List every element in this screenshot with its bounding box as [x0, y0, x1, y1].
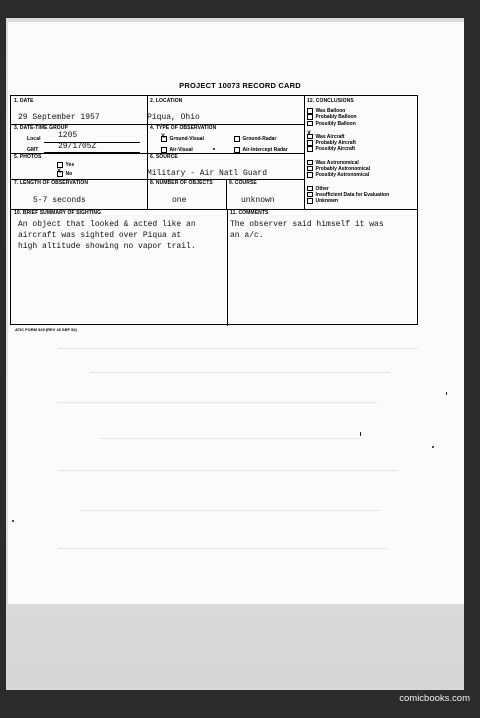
checkbox-icon [307, 108, 313, 114]
type-obs-ground-radar: Ground-Radar [234, 136, 276, 142]
location-label: 2. LOCATION [150, 98, 183, 104]
checkbox-checked-icon: X [161, 134, 166, 140]
conclusion-probably-aircraft: Probably Aircraft [307, 140, 417, 146]
conclusion-unknown: Unknown [307, 198, 417, 204]
conclusions-list [307, 108, 417, 204]
checkbox-icon [307, 166, 313, 172]
conclusion-possibly-astronomical: Possibly Astronomical [307, 172, 417, 178]
dtg-label: 3. DATE-TIME GROUP [14, 125, 68, 131]
dtg-gmt-label: GMT [27, 147, 39, 153]
checkbox-icon [161, 147, 167, 153]
checkbox-checked-icon: X [57, 169, 62, 175]
summary-text: An object that looked & acted like an aircraft was sighted over Piqua at high altitude showing no vapor trail. [18, 220, 196, 251]
course-value: unknown [241, 196, 275, 205]
num-objects-label: 8. NUMBER OF OBJECTS [150, 180, 213, 186]
record-card [10, 95, 418, 325]
watermark: comicbooks.com [399, 693, 470, 704]
type-obs-air-visual: Air-Visual [161, 147, 193, 153]
conclusion-was-astronomical: Was Astronomical [307, 160, 417, 166]
conclusion-other: Other [307, 186, 417, 192]
dtg-local-label: Local [27, 136, 41, 142]
course-label: 9. COURSE [229, 180, 257, 186]
checkbox-icon [307, 172, 313, 178]
photos-label: 5. PHOTOS [14, 154, 42, 160]
comments-text: The observer said himself it was an a/c. [230, 220, 384, 240]
summary-label: 10. BRIEF SUMMARY OF SIGHTING [14, 210, 102, 216]
checkbox-icon [234, 147, 240, 153]
type-obs-label: 4. TYPE OF OBSERVATION [150, 125, 217, 131]
dtg-local-value: 1205 [58, 131, 78, 140]
checkbox-icon [307, 186, 313, 192]
checkbox-icon [307, 146, 313, 152]
checkbox-checked-icon: X [307, 134, 313, 140]
checkbox-icon [307, 160, 313, 166]
source-value: Military - Air Natl Guard [147, 169, 268, 178]
checkbox-icon [307, 198, 313, 204]
checkbox-icon [234, 136, 240, 142]
conclusion-probably-balloon: Probably Balloon [307, 114, 417, 120]
length-label: 7. LENGTH OF OBSERVATION [14, 180, 89, 186]
form-number: ATIC FORM 329 (REV 26 SEP 52) [15, 327, 77, 332]
type-obs-air-intercept-radar: Air-Intercept Radar [234, 147, 288, 153]
date-value: 29 September 1957 [18, 113, 100, 122]
conclusion-was-balloon: Was Balloon [307, 108, 417, 114]
checkbox-icon [307, 114, 313, 120]
source-label: 6. SOURCE [150, 154, 178, 160]
conclusion-possibly-aircraft: Possibly Aircraft [307, 146, 417, 152]
conclusion-insufficient-data: Insufficient Data for Evaluation [307, 192, 417, 198]
dtg-gmt-value: 29/1705Z [58, 142, 97, 151]
checkbox-icon [307, 140, 313, 146]
checkbox-icon [307, 192, 313, 198]
comments-label: 11. COMMENTS [230, 210, 269, 216]
location-value: Piqua, Ohio [147, 113, 200, 122]
photos-yes: Yes [57, 162, 74, 168]
type-obs-ground-visual: X Ground-Visual [161, 134, 204, 143]
conclusions-label: 12. CONCLUSIONS [307, 98, 354, 104]
card-title: PROJECT 10073 RECORD CARD [179, 81, 301, 90]
checkbox-icon [57, 162, 63, 168]
photos-no: X No [57, 169, 73, 178]
num-objects-value: one [172, 196, 187, 205]
conclusion-probably-astronomical: Probably Astronomical [307, 166, 417, 172]
date-label: 1. DATE [14, 98, 34, 104]
checkbox-icon [307, 121, 313, 127]
conclusion-was-aircraft: X Was Aircraft [307, 130, 345, 140]
conclusion-possibly-balloon: Possibly Balloon [307, 121, 417, 127]
length-value: 5-7 seconds [33, 196, 86, 205]
